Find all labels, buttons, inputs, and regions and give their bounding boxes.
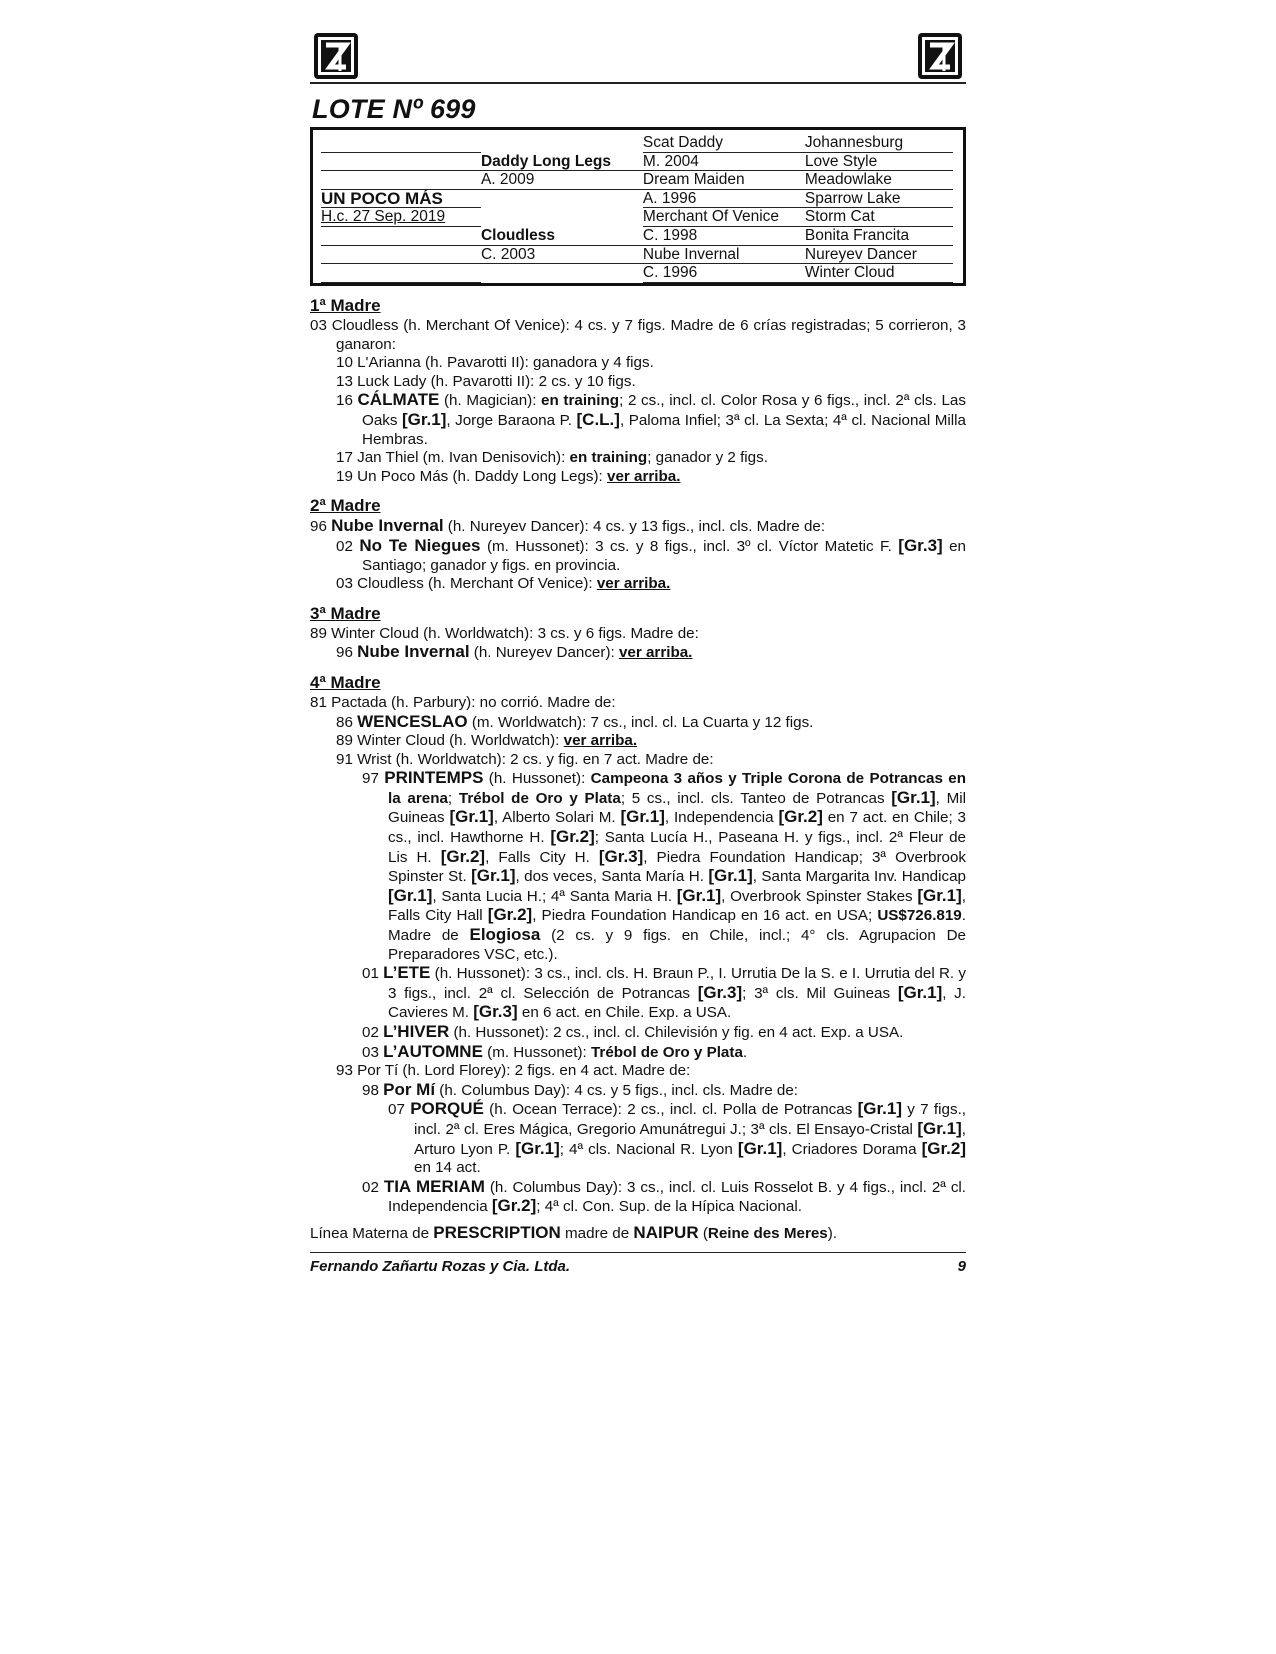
offspring-entry: 03 Cloudless (h. Merchant Of Venice): ver arriba. bbox=[336, 575, 671, 593]
pedigree-cell bbox=[321, 227, 481, 246]
pedigree-cell: UN POCO MÁS bbox=[321, 190, 481, 209]
pedigree-cell: C. 1996 bbox=[643, 264, 805, 283]
pedigree-cell: Scat Daddy bbox=[643, 134, 805, 153]
page-header bbox=[310, 30, 966, 84]
offspring-entry: 89 Winter Cloud (h. Worldwatch): ver arriba. bbox=[336, 732, 638, 750]
offspring-entry: 02 TIA MERIAM (h. Columbus Day): 3 cs., incl. cl. Luis Rosselot B. y 4 figs., incl. 2ª cl. Independencia [Gr.2]; 4ª cl. Con. Sup. de la Hípica Nacional. bbox=[362, 1176, 967, 1216]
pedigree-cell bbox=[321, 171, 481, 190]
offspring-entry: 91 Wrist (h. Worldwatch): 2 cs. y fig. en 7 act. Madre de: bbox=[336, 750, 714, 768]
pedigree-cell: Daddy Long Legs bbox=[481, 153, 643, 172]
pedigree-row bbox=[321, 246, 953, 265]
pedigree-cell: Love Style bbox=[805, 153, 953, 172]
pedigree-cell: Nube Invernal bbox=[643, 246, 805, 265]
offspring-entry: 07 PORQUÉ (h. Ocean Terrace): 2 cs., incl. cl. Polla de Potrancas [Gr.1] y 7 figs., incl. 2ª cl. Eres Mágica, Gregorio Amunátregui J.; 3ª cls. El Ensayo-Cristal [Gr.1], Arturo Lyon P. [Gr.1]; 4ª cls. Nacional R. Lyon [Gr.1], Criadores Dorama [Gr.2] en 14 act. bbox=[388, 1099, 967, 1177]
pedigree-cell: Nureyev Dancer bbox=[805, 246, 953, 265]
offspring-entry: 01 L’ETE (h. Hussonet): 3 cs., incl. cls. H. Braun P., I. Urrutia De la S. e I. Urrutia del R. y 3 figs., incl. 2ª cl. Selección de Potrancas [Gr.3]; 3ª cls. Mil Guineas [Gr.1], J. Cavieres M. [Gr.3] en 6 act. en Chile. Exp. a USA. bbox=[362, 963, 966, 1022]
pedigree-cell: Storm Cat bbox=[805, 208, 953, 227]
pedigree-row bbox=[321, 227, 953, 246]
section-title-2: 2ª Madre bbox=[310, 496, 381, 516]
offspring-entry: 98 Por Mí (h. Columbus Day): 4 cs. y 5 figs., incl. cls. Madre de: bbox=[362, 1079, 799, 1099]
dam-entry: 89 Winter Cloud (h. Worldwatch): 3 cs. y 6 figs. Madre de: bbox=[310, 624, 699, 642]
section-title-1: 1ª Madre bbox=[310, 296, 381, 315]
section-title-4: 4ª Madre bbox=[310, 672, 381, 692]
pedigree-cell: C. 1998 bbox=[643, 227, 805, 246]
pedigree-cell: Winter Cloud bbox=[805, 264, 953, 283]
dam-entry: 96 Nube Invernal (h. Nureyev Dancer): 4 cs. y 13 figs., incl. cls. Madre de: bbox=[310, 516, 826, 536]
pedigree-cell: Cloudless bbox=[481, 227, 643, 246]
catalog-page bbox=[310, 30, 966, 1275]
company-name: Fernando Zañartu Rozas y Cia. Ltda. bbox=[310, 1257, 571, 1275]
section-title-3: 3ª Madre bbox=[310, 603, 381, 623]
pedigree-cell: Bonita Francita bbox=[805, 227, 953, 246]
pedigree-row bbox=[321, 134, 953, 153]
offspring-entry: 02 No Te Niegues (m. Hussonet): 3 cs. y 8 figs., incl. 3º cl. Víctor Matetic F. [Gr.3] en Santiago; ganador y figs. en provincia. bbox=[336, 535, 966, 574]
pedigree-cell: H.c. 27 Sep. 2019 bbox=[321, 208, 481, 227]
maternal-line-note: Línea Materna de PRESCRIPTION madre de NAIPUR (Reine des Meres). bbox=[310, 1222, 838, 1242]
offspring-entry: 96 Nube Invernal (h. Nureyev Dancer): ver arriba. bbox=[336, 642, 693, 662]
pedigree-cell: Merchant Of Venice bbox=[643, 208, 805, 227]
offspring-entry: 93 Por Tí (h. Lord Florey): 2 figs. en 4 act. Madre de: bbox=[336, 1062, 691, 1080]
pedigree-table bbox=[310, 127, 966, 286]
pedigree-cell bbox=[481, 134, 643, 153]
pedigree-cell: A. 2009 bbox=[481, 171, 643, 190]
dam-entry: 03 Cloudless (h. Merchant Of Venice): 4 cs. y 7 figs. Madre de 6 crías registradas; 5 corrieron, 3 ganaron: bbox=[310, 317, 966, 353]
pedigree-cell bbox=[321, 153, 481, 172]
pedigree-cell bbox=[481, 190, 643, 209]
pedigree-row bbox=[321, 153, 953, 172]
offspring-entry: 16 CÁLMATE (h. Magician): en training; 2 cs., incl. cl. Color Rosa y 6 figs., incl. 2ª cls. Las Oaks [Gr.1], Jorge Baraona P. [C.L.], Paloma Infiel; 3ª cl. La Sexta; 4ª cl. Nacional Milla Hembras. bbox=[336, 390, 966, 448]
dam-entry: 81 Pactada (h. Parbury): no corrió. Madre de: bbox=[310, 693, 616, 711]
offspring-entry: 03 L’AUTOMNE (m. Hussonet): Trébol de Oro y Plata. bbox=[362, 1041, 748, 1061]
pedigree-cell: Johannesburg bbox=[805, 134, 953, 153]
pedigree-cell bbox=[481, 208, 643, 227]
offspring-entry: 86 WENCESLAO (m. Worldwatch): 7 cs., incl. cl. La Cuarta y 12 figs. bbox=[336, 711, 814, 731]
offspring-entry: 97 PRINTEMPS (h. Hussonet): Campeona 3 años y Triple Corona de Potrancas en la arena; Trébol de Oro y Plata; 5 cs., incl. cls. Tanteo de Potrancas [Gr.1], Mil Guineas [Gr.1], Alberto Solari M. [Gr.1], Independencia [Gr.2] en 7 act. en Chile; 3 cs., incl. Hawthorne H. [Gr.2]; Santa Lucía H., Paseana H. y figs., incl. 2ª Fleur de Lis H. [Gr.2], Falls City H. [Gr.3], Piedra Foundation Handicap; 3ª Overbrook Spinster St. [Gr.1], dos veces, Santa María H. [Gr.1], Santa Margarita Inv. Handicap [Gr.1], Santa Lucia H.; 4ª Santa Maria H. [Gr.1], Overbrook Spinster Stakes [Gr.1], Falls City Hall [Gr.2], Piedra Foundation Handicap en 16 act. en USA; US$726.819. Madre de Elogiosa (2 cs. y 9 figs. en Chile, incl.; 4° cls. Agrupacion De Preparadores VSC, etc.). bbox=[362, 768, 967, 963]
pedigree-cell: C. 2003 bbox=[481, 246, 643, 265]
offspring-entry: 10 L'Arianna (h. Pavarotti II): ganadora y 4 figs. bbox=[336, 354, 654, 372]
pedigree-cell bbox=[481, 264, 643, 283]
pedigree-cell bbox=[321, 246, 481, 265]
pedigree-row bbox=[321, 171, 953, 190]
pedigree-row bbox=[321, 264, 953, 283]
lot-title: LOTE Nº 699 bbox=[312, 94, 476, 124]
page-footer bbox=[310, 1252, 966, 1275]
pedigree-cell: Dream Maiden bbox=[643, 171, 805, 190]
offspring-entry: 02 L’HIVER (h. Hussonet): 2 cs., incl. cl. Chilevisión y fig. en 4 act. Exp. a USA. bbox=[362, 1022, 904, 1041]
pedigree-cell: A. 1996 bbox=[643, 190, 805, 209]
pedigree-cell: Meadowlake bbox=[805, 171, 953, 190]
pedigree-cell: M. 2004 bbox=[643, 153, 805, 172]
pedigree-cell bbox=[321, 264, 481, 283]
pedigree-row bbox=[321, 190, 953, 209]
offspring-entry: 17 Jan Thiel (m. Ivan Denisovich): en training; ganador y 2 figs. bbox=[336, 449, 768, 467]
offspring-entry: 19 Un Poco Más (h. Daddy Long Legs): ver arriba. bbox=[336, 467, 681, 485]
pedigree-cell: Sparrow Lake bbox=[805, 190, 953, 209]
offspring-entry: 13 Luck Lady (h. Pavarotti II): 2 cs. y 10 figs. bbox=[336, 372, 636, 390]
zr-logo-icon bbox=[314, 33, 358, 79]
pedigree-row bbox=[321, 208, 953, 227]
page-number: 9 bbox=[957, 1257, 966, 1275]
zr-logo-icon bbox=[918, 33, 962, 79]
pedigree-cell bbox=[321, 134, 481, 153]
